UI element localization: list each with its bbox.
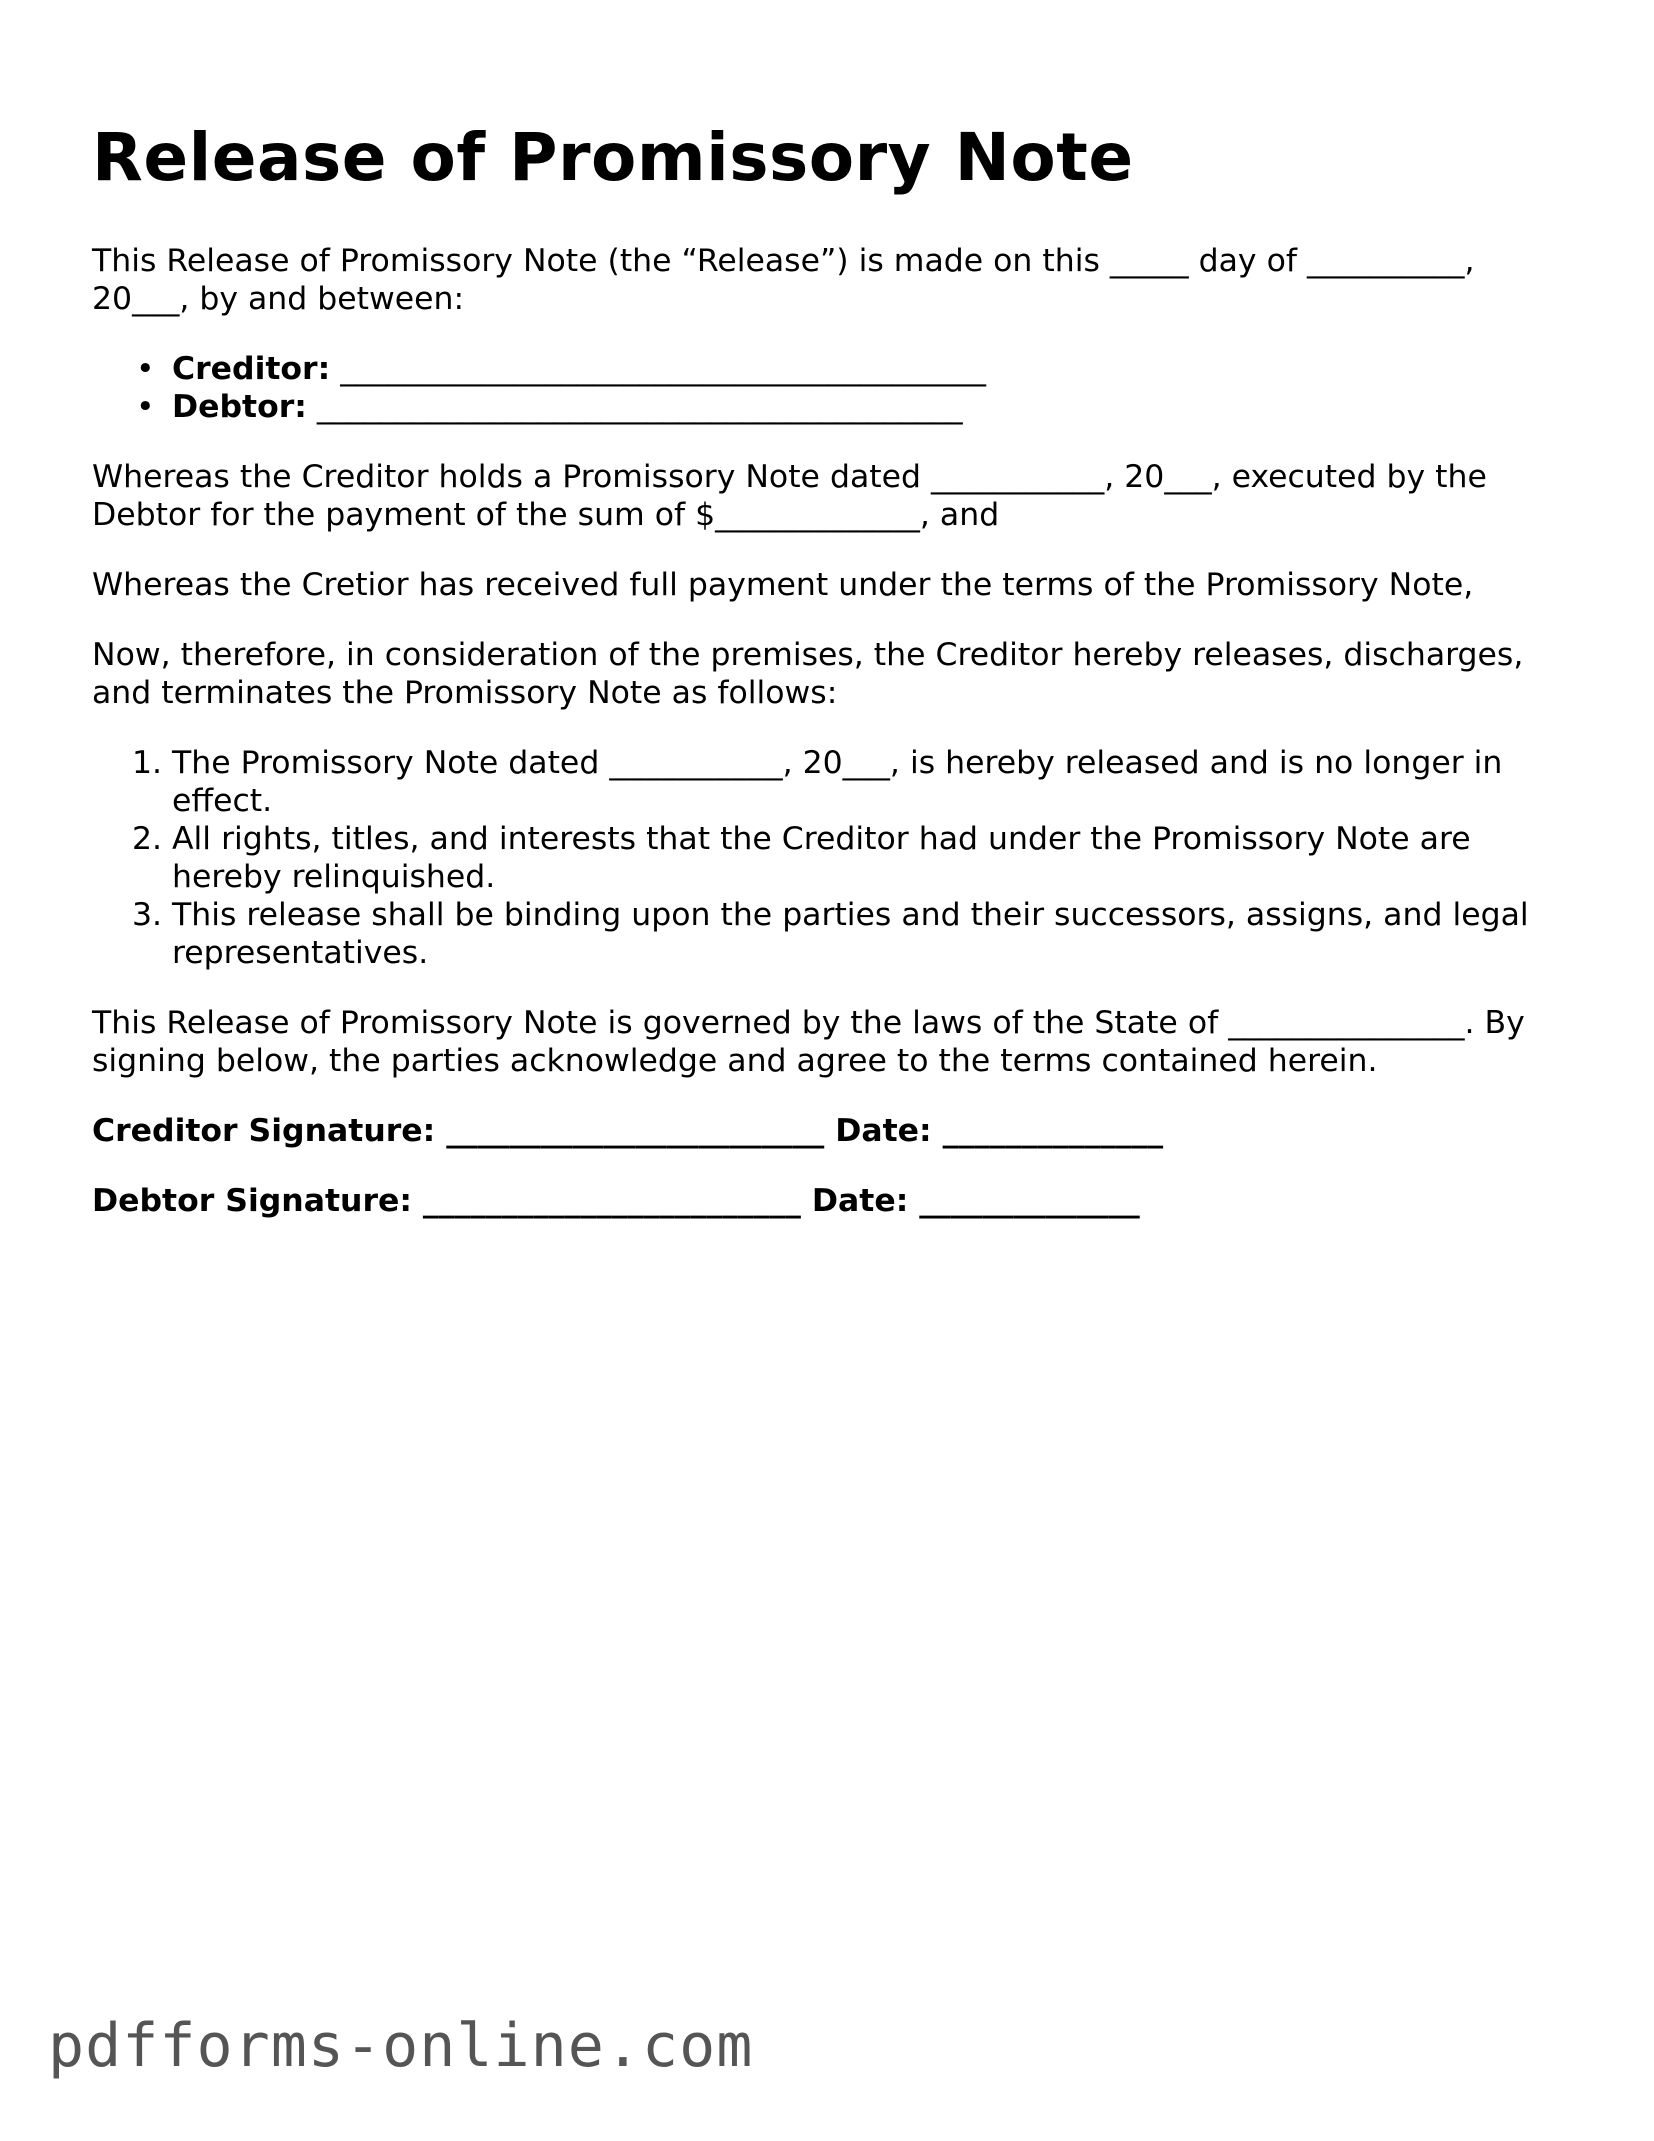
debtor-signature-line bbox=[92, 1182, 1572, 1220]
term-text: All rights, titles, and interests that the Creditor had under the Promissory Note are hereby relinquished. bbox=[172, 821, 1471, 895]
signature-label: Creditor Signature: bbox=[92, 1113, 436, 1149]
date-label: Date: bbox=[835, 1113, 932, 1149]
terms-list bbox=[92, 744, 1572, 972]
whereas-paragraph-1: Whereas the Creditor holds a Promissory Note dated ___________, 20___, executed by the Debtor for the payment of the sum of $_____________, and bbox=[92, 459, 1487, 533]
document-body bbox=[92, 118, 1572, 1252]
term-number: 3. bbox=[132, 897, 163, 933]
term-item bbox=[132, 896, 1572, 972]
date-blank: ______________ bbox=[942, 1113, 1164, 1149]
party-blank: _________________________________________ bbox=[340, 351, 986, 387]
intro-paragraph: This Release of Promissory Note (the “Release”) is made on this _____ day of __________, 20___, by and between: bbox=[92, 243, 1475, 317]
date-blank: ______________ bbox=[919, 1183, 1140, 1219]
term-text: The Promissory Note dated ___________, 20___, is hereby released and is no longer in effect. bbox=[172, 745, 1503, 819]
term-number: 1. bbox=[132, 745, 163, 781]
governing-law-paragraph: This Release of Promissory Note is governed by the laws of the State of _______________. By signing below, the parties acknowledge and agree to the terms contained herein. bbox=[92, 1005, 1525, 1079]
party-label: Debtor: bbox=[172, 389, 307, 425]
parties-list bbox=[92, 350, 1572, 426]
creditor-signature-line bbox=[92, 1112, 1572, 1150]
signature-blank: ________________________ bbox=[422, 1183, 801, 1219]
now-therefore-paragraph: Now, therefore, in consideration of the premises, the Creditor hereby releases, discharges, and terminates the Promissory Note as follows: bbox=[92, 637, 1524, 711]
document-title: Release of Promissory Note bbox=[92, 119, 1134, 196]
party-label: Creditor: bbox=[172, 351, 331, 387]
site-watermark: pdfforms-online.com bbox=[48, 2011, 754, 2081]
whereas-paragraph-2: Whereas the Cretior has received full payment under the terms of the Promissory Note, bbox=[92, 567, 1474, 603]
party-creditor bbox=[172, 350, 1572, 388]
term-text: This release shall be binding upon the parties and their successors, assigns, and legal representatives. bbox=[172, 897, 1529, 971]
date-label: Date: bbox=[811, 1183, 909, 1219]
party-debtor bbox=[172, 388, 1572, 426]
term-number: 2. bbox=[132, 821, 163, 857]
signature-blank: ________________________ bbox=[446, 1113, 825, 1149]
signature-label: Debtor Signature: bbox=[92, 1183, 412, 1219]
term-item bbox=[132, 820, 1572, 896]
party-blank: _________________________________________ bbox=[316, 389, 963, 425]
term-item bbox=[132, 744, 1572, 820]
